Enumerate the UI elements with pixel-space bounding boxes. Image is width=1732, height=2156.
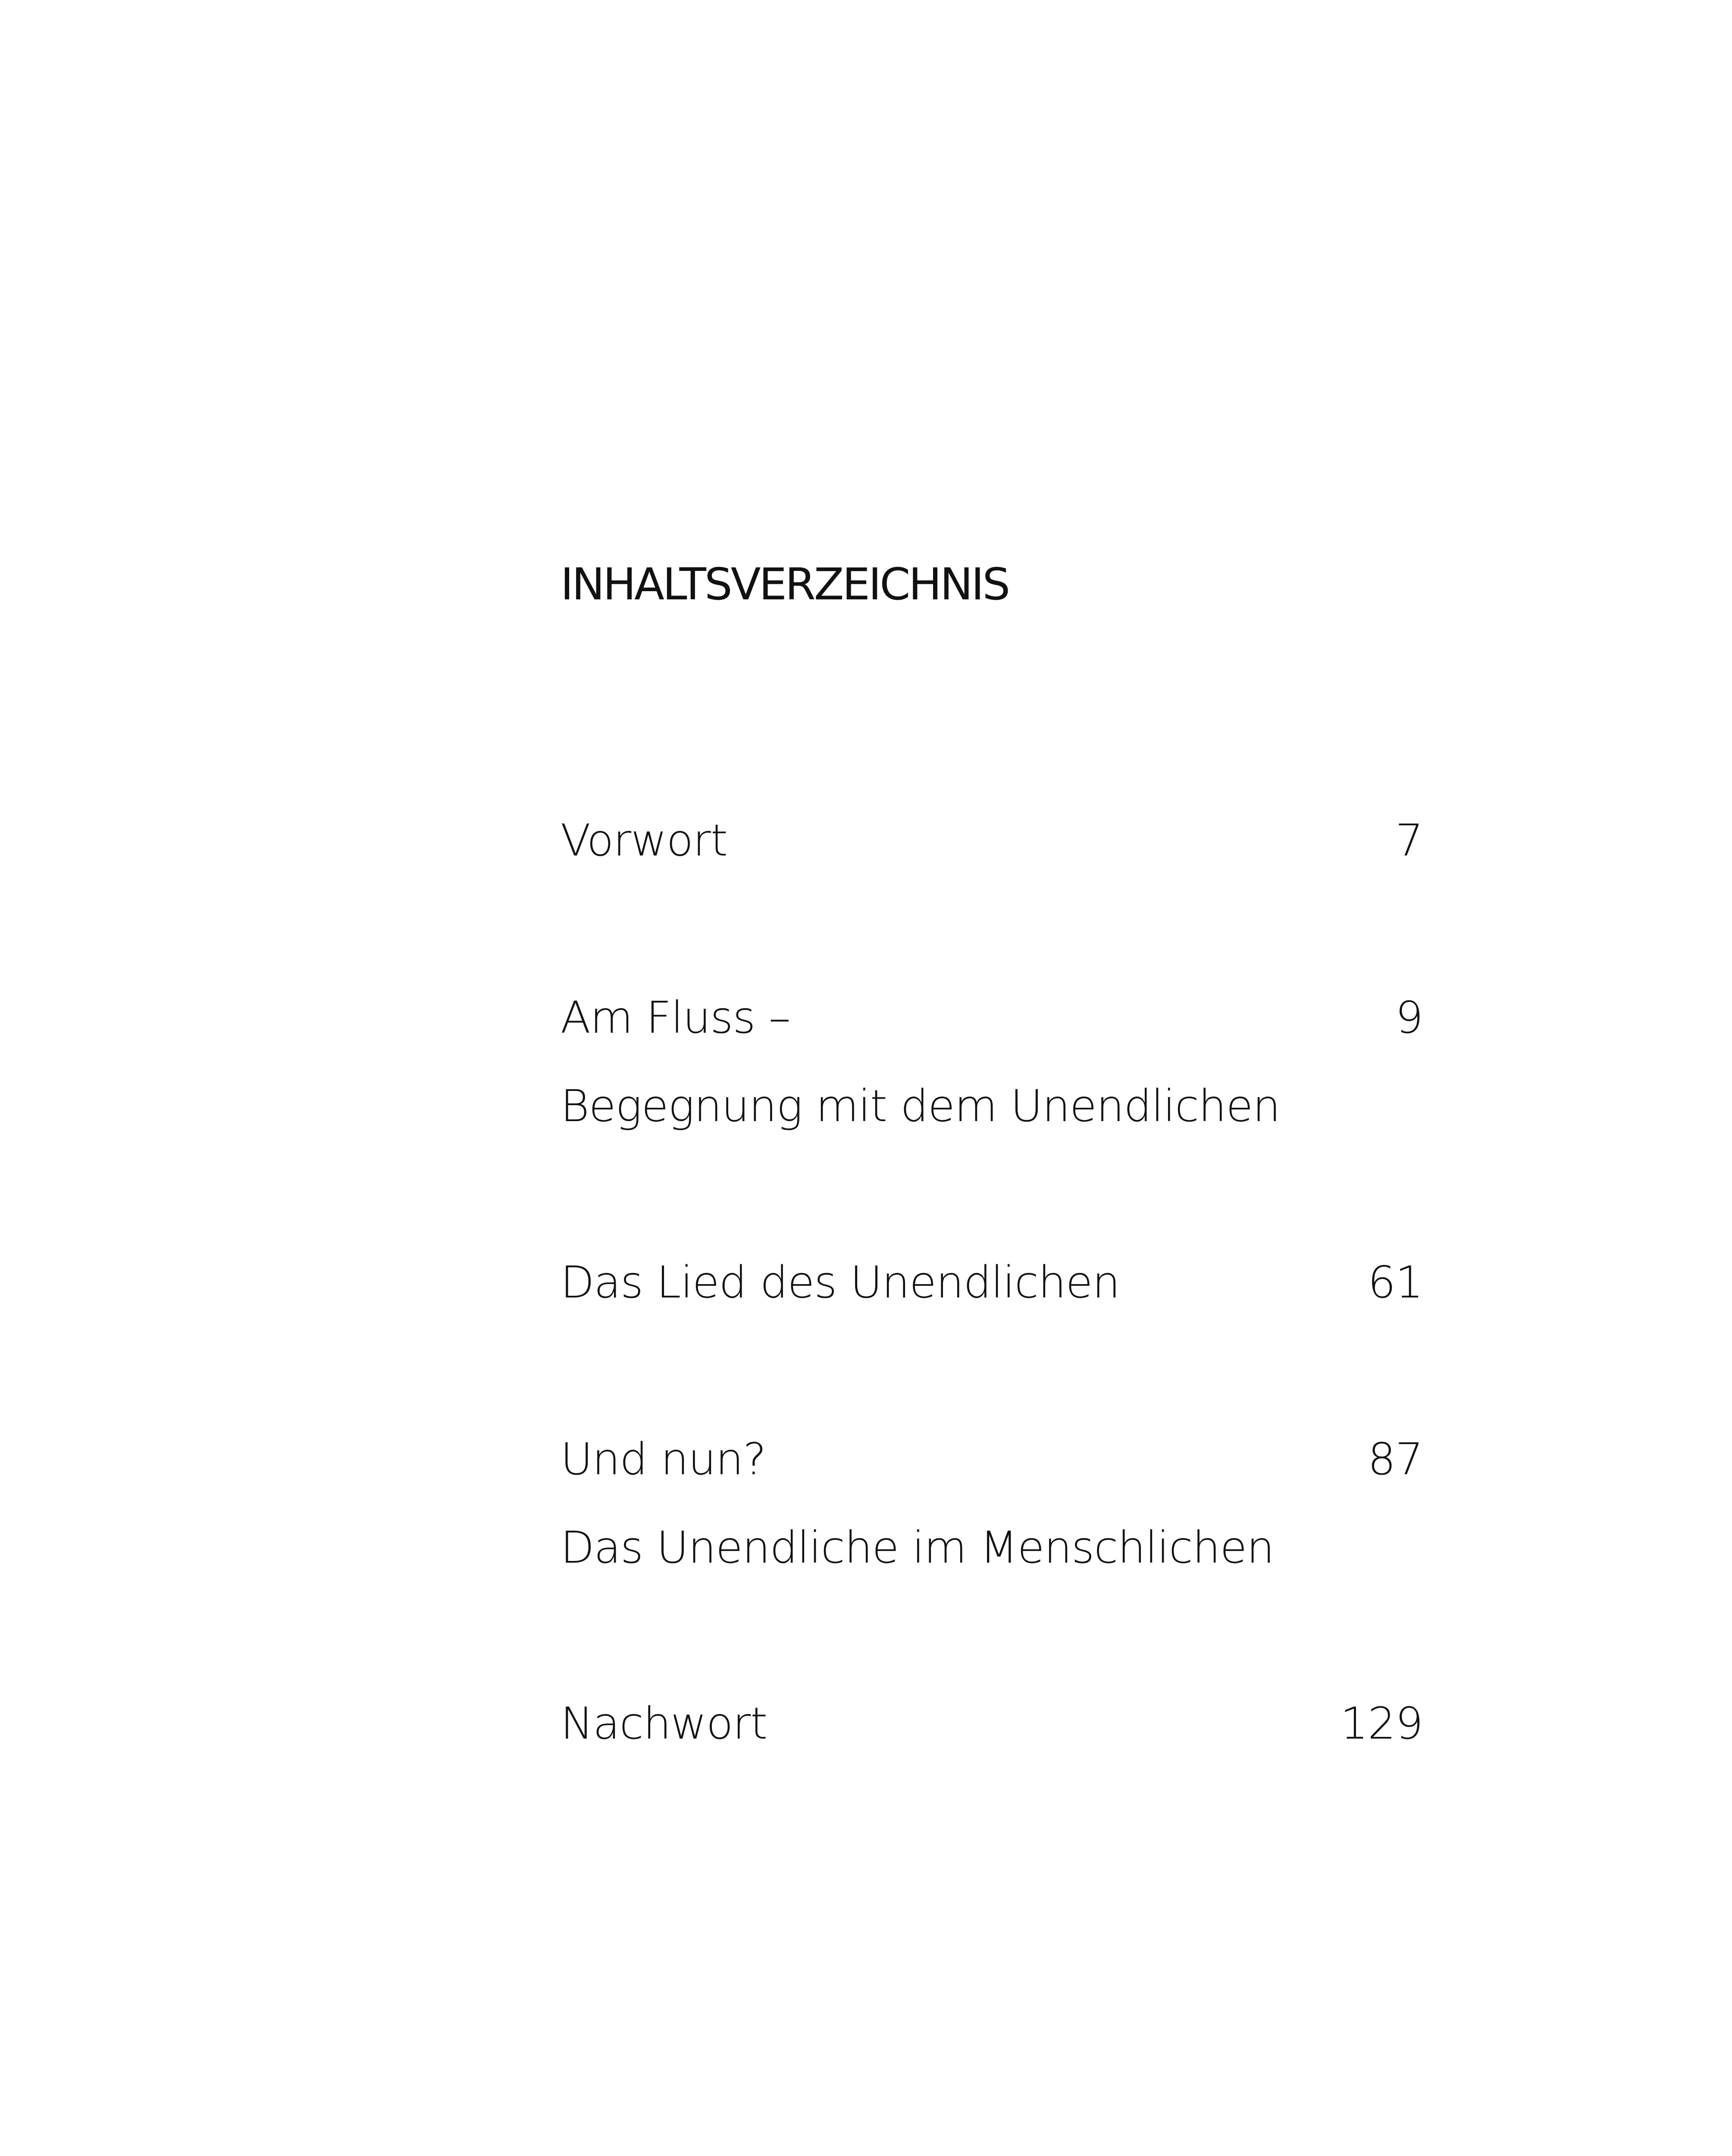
toc-line (561, 974, 1423, 1062)
toc-line (561, 1680, 1423, 1768)
toc-entry-am-fluss (561, 974, 1423, 1150)
toc-line (561, 1062, 1423, 1150)
toc-entry-title: Vorwort (561, 815, 727, 866)
toc-line (561, 796, 1423, 885)
toc-entry-title: Das Lied des Unendlichen (561, 1257, 1120, 1308)
toc-entry-title: Am Fluss – (561, 992, 790, 1044)
toc-entry-page-number: 9 (1395, 992, 1423, 1044)
toc-line (561, 1504, 1423, 1592)
toc-entry-und-nun (561, 1415, 1423, 1592)
toc-heading: INHALTSVERZEICHNIS (561, 559, 1009, 610)
toc-entry-subtitle: Das Unendliche im Menschlichen (561, 1522, 1274, 1573)
toc-entry-nachwort (561, 1680, 1423, 1768)
toc-entry-das-lied (561, 1238, 1423, 1327)
toc-entry-page-number: 7 (1395, 815, 1423, 866)
toc-entry-title: Nachwort (561, 1698, 767, 1749)
toc-entry-vorwort (561, 796, 1423, 885)
toc-entry-page-number: 87 (1368, 1434, 1423, 1485)
toc-entry-page-number: 61 (1368, 1257, 1423, 1308)
toc-line (561, 1238, 1423, 1327)
toc-entry-subtitle: Begegnung mit dem Unendlichen (561, 1081, 1280, 1132)
toc-entry-title: Und nun? (561, 1434, 766, 1485)
toc-line (561, 1415, 1423, 1504)
toc-entry-page-number: 129 (1340, 1698, 1423, 1749)
